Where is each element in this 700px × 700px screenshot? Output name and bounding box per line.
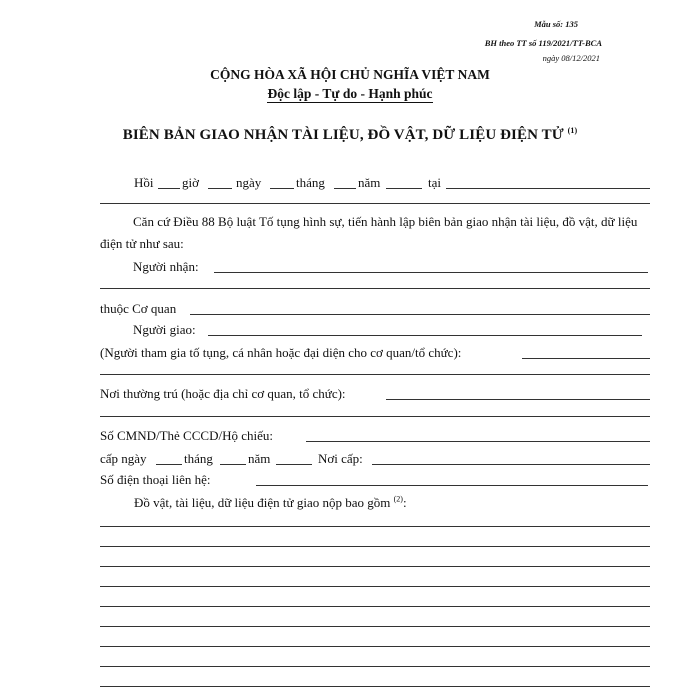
national-motto: Độc lập - Tự do - Hạnh phúc <box>267 86 433 101</box>
participant-blank[interactable] <box>522 358 650 359</box>
phone-blank[interactable] <box>256 485 648 486</box>
receiver-row <box>100 257 650 277</box>
document-title <box>0 127 700 144</box>
issue-month-blank[interactable] <box>220 464 246 465</box>
items-line-3[interactable] <box>100 566 650 567</box>
items-line-4[interactable] <box>100 586 650 587</box>
document-title-text: BIÊN BẢN GIAO NHẬN TÀI LIỆU, ĐỒ VẬT, DỮ LIỆU ĐIỆN TỬ <box>122 127 564 143</box>
agency-blank[interactable] <box>190 314 650 315</box>
issue-row <box>100 449 650 469</box>
place-blank[interactable] <box>446 188 650 189</box>
day-blank[interactable] <box>270 188 294 189</box>
items-colon: : <box>402 495 407 510</box>
id-card-label: Số CMND/Thẻ CCCD/Hộ chiếu: <box>100 428 273 443</box>
residence-row <box>100 384 650 404</box>
items-line-2[interactable] <box>100 546 650 547</box>
receiver-blank[interactable] <box>214 272 648 273</box>
participant-label: (Người tham gia tố tụng, cá nhân hoặc đại diện cho cơ quan/tổ chức): <box>100 345 462 360</box>
intro-paragraph: Căn cứ Điều 88 Bộ luật Tố tụng hình sự, tiến hành lập biên bản giao nhận tài liệu, đồ vật, dữ liệu điện tử như sau: <box>100 214 638 251</box>
items-label: Đồ vật, tài liệu, dữ liệu điện tử giao nộp bao gồm <box>134 495 391 510</box>
id-card-blank[interactable] <box>306 441 650 442</box>
residence-label: Nơi thường trú (hoặc địa chỉ cơ quan, tổ chức): <box>100 386 346 401</box>
place-line-2[interactable] <box>100 203 650 204</box>
phone-row <box>100 470 650 490</box>
issue-day-blank[interactable] <box>156 464 182 465</box>
items-line-5[interactable] <box>100 606 650 607</box>
items-line-6[interactable] <box>100 626 650 627</box>
form-number: Mẫu số: 135 <box>534 19 578 29</box>
items-line-8[interactable] <box>100 666 650 667</box>
hour-blank[interactable] <box>158 188 180 189</box>
agency-label: thuộc Cơ quan <box>100 301 177 316</box>
items-line-9[interactable] <box>100 686 650 687</box>
tai-label: tại <box>428 175 441 190</box>
items-line-1[interactable] <box>100 526 650 527</box>
hoi-label: Hồi <box>134 175 154 190</box>
residence-line-2[interactable] <box>100 416 650 417</box>
title-footnote: (1) <box>567 126 578 135</box>
regulation-reference: BH theo TT số 119/2021/TT-BCA <box>484 38 602 48</box>
agency-row <box>100 299 650 319</box>
issue-date-label: cấp ngày <box>100 451 147 466</box>
giver-blank[interactable] <box>208 335 642 336</box>
issue-month-label: tháng <box>184 451 213 466</box>
issue-year-label: năm <box>248 451 271 466</box>
month-blank[interactable] <box>334 188 356 189</box>
items-row <box>100 493 650 513</box>
time-row <box>100 173 650 193</box>
minute-blank[interactable] <box>208 188 232 189</box>
residence-blank[interactable] <box>386 399 650 400</box>
year-blank[interactable] <box>386 188 422 189</box>
receiver-line-2[interactable] <box>100 288 650 289</box>
ngay-label: ngày <box>236 175 262 190</box>
nam-label: năm <box>358 175 381 190</box>
giver-row <box>100 320 650 340</box>
issue-place-blank[interactable] <box>372 464 650 465</box>
receiver-label: Người nhận: <box>133 259 199 274</box>
issue-year-blank[interactable] <box>276 464 312 465</box>
items-line-7[interactable] <box>100 646 650 647</box>
phone-label: Số điện thoại liên hệ: <box>100 472 211 487</box>
thang-label: tháng <box>296 175 325 190</box>
gio-label: giờ <box>182 175 199 190</box>
items-label-wrap <box>134 493 407 513</box>
national-title: CỘNG HÒA XÃ HỘI CHỦ NGHĨA VIỆT NAM <box>210 67 490 82</box>
regulation-date: ngày 08/12/2021 <box>542 53 600 63</box>
id-card-row <box>100 426 650 446</box>
giver-label: Người giao: <box>133 322 196 337</box>
issue-place-label: Nơi cấp: <box>318 451 363 466</box>
participant-row <box>100 343 650 363</box>
national-motto-wrap <box>0 86 700 102</box>
items-footnote: (2) <box>393 494 403 504</box>
participant-line-2[interactable] <box>100 374 650 375</box>
